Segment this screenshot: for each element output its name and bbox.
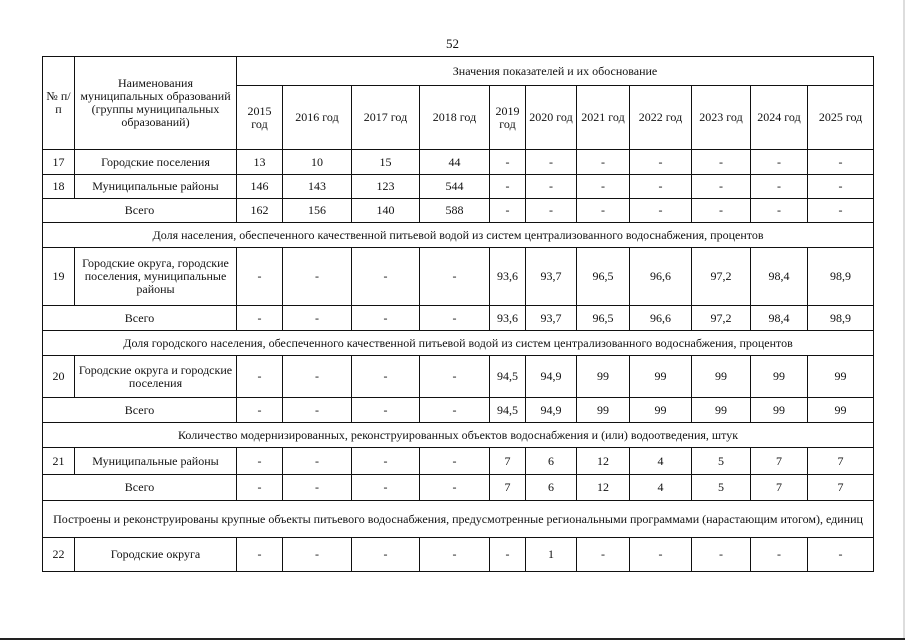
section-title: Построены и реконструированы крупные объекты питьевого водоснабжения, предусмотренные региональными программами (нарастающим итогом), единиц	[43, 501, 874, 538]
section-title: Доля городского населения, обеспеченного качественной питьевой водой из систем централизованного водоснабжения, процентов	[43, 331, 874, 356]
value-cell: 544	[420, 175, 490, 199]
value-cell: -	[237, 448, 283, 475]
value-cell: -	[352, 448, 420, 475]
value-cell: -	[630, 175, 692, 199]
value-cell: 99	[630, 356, 692, 398]
value-cell: -	[420, 448, 490, 475]
value-cell: 4	[630, 475, 692, 501]
table-row	[43, 448, 874, 475]
value-cell: 15	[352, 150, 420, 175]
header-year: 2021 год	[577, 86, 630, 150]
value-cell: 98,9	[808, 306, 874, 331]
section-row	[43, 331, 874, 356]
value-cell: -	[237, 538, 283, 572]
value-cell: 588	[420, 199, 490, 223]
header-year: 2017 год	[352, 86, 420, 150]
page-number: 52	[446, 36, 459, 51]
value-cell: 99	[692, 398, 751, 423]
indicators-table	[42, 56, 874, 572]
header-year: 2015 год	[237, 86, 283, 150]
value-cell: -	[283, 398, 352, 423]
value-cell: -	[283, 356, 352, 398]
value-cell: -	[420, 538, 490, 572]
value-cell: 99	[630, 398, 692, 423]
value-cell: 146	[237, 175, 283, 199]
value-cell: -	[283, 475, 352, 501]
value-cell: 1	[526, 538, 577, 572]
value-cell: 99	[808, 356, 874, 398]
value-cell: 93,7	[526, 248, 577, 306]
value-cell: -	[692, 175, 751, 199]
table-row	[43, 175, 874, 199]
municipality-name: Городские округа и городские поселения	[75, 356, 237, 398]
value-cell: -	[751, 199, 808, 223]
value-cell: 143	[283, 175, 352, 199]
value-cell: 94,5	[490, 356, 526, 398]
value-cell: -	[692, 199, 751, 223]
value-cell: 94,9	[526, 356, 577, 398]
value-cell: 96,5	[577, 248, 630, 306]
value-cell: 12	[577, 475, 630, 501]
value-cell: -	[808, 150, 874, 175]
value-cell: -	[237, 306, 283, 331]
value-cell: -	[420, 475, 490, 501]
total-row	[43, 199, 874, 223]
value-cell: -	[526, 175, 577, 199]
value-cell: 140	[352, 199, 420, 223]
section-title: Количество модернизированных, реконструированных объектов водоснабжения и (или) водоотведения, штук	[43, 423, 874, 448]
value-cell: -	[283, 248, 352, 306]
value-cell: 7	[751, 448, 808, 475]
value-cell: 6	[526, 475, 577, 501]
header-row-top	[43, 57, 874, 86]
total-label: Всего	[43, 398, 237, 423]
value-cell: 5	[692, 475, 751, 501]
header-year: 2025 год	[808, 86, 874, 150]
header-year: 2018 год	[420, 86, 490, 150]
value-cell: -	[352, 475, 420, 501]
value-cell: -	[283, 538, 352, 572]
value-cell: 96,6	[630, 306, 692, 331]
value-cell: -	[420, 356, 490, 398]
value-cell: 5	[692, 448, 751, 475]
value-cell: 99	[577, 356, 630, 398]
value-cell: -	[526, 199, 577, 223]
value-cell: 10	[283, 150, 352, 175]
value-cell: 98,4	[751, 248, 808, 306]
municipality-name: Муниципальные районы	[75, 448, 237, 475]
value-cell: 94,9	[526, 398, 577, 423]
header-year: 2016 год	[283, 86, 352, 150]
value-cell: -	[237, 475, 283, 501]
value-cell: 93,6	[490, 248, 526, 306]
section-row	[43, 223, 874, 248]
value-cell: 44	[420, 150, 490, 175]
value-cell: -	[490, 150, 526, 175]
table-row	[43, 538, 874, 572]
total-row	[43, 398, 874, 423]
value-cell: -	[420, 248, 490, 306]
value-cell: -	[630, 199, 692, 223]
header-year: 2022 год	[630, 86, 692, 150]
row-number: 19	[43, 248, 75, 306]
value-cell: -	[490, 199, 526, 223]
value-cell: -	[577, 150, 630, 175]
value-cell: -	[808, 199, 874, 223]
value-cell: -	[352, 248, 420, 306]
value-cell: -	[751, 150, 808, 175]
row-number: 20	[43, 356, 75, 398]
value-cell: -	[237, 248, 283, 306]
header-name: Наименования муниципальных образований (группы муниципальных образований)	[75, 57, 237, 150]
value-cell: 162	[237, 199, 283, 223]
value-cell: 123	[352, 175, 420, 199]
value-cell: -	[808, 538, 874, 572]
value-cell: 99	[692, 356, 751, 398]
value-cell: -	[692, 538, 751, 572]
value-cell: -	[283, 306, 352, 331]
header-num: № п/п	[43, 57, 75, 150]
value-cell: 12	[577, 448, 630, 475]
value-cell: 7	[808, 475, 874, 501]
value-cell: -	[577, 175, 630, 199]
value-cell: -	[352, 398, 420, 423]
value-cell: 6	[526, 448, 577, 475]
value-cell: -	[692, 150, 751, 175]
value-cell: -	[630, 538, 692, 572]
value-cell: -	[420, 398, 490, 423]
header-year: 2024 год	[751, 86, 808, 150]
total-row	[43, 306, 874, 331]
value-cell: 96,6	[630, 248, 692, 306]
value-cell: -	[577, 199, 630, 223]
value-cell: 13	[237, 150, 283, 175]
value-cell: -	[490, 175, 526, 199]
value-cell: 98,4	[751, 306, 808, 331]
row-number: 21	[43, 448, 75, 475]
value-cell: -	[237, 356, 283, 398]
value-cell: 7	[490, 475, 526, 501]
total-row	[43, 475, 874, 501]
section-row	[43, 423, 874, 448]
table-row	[43, 248, 874, 306]
section-title: Доля населения, обеспеченного качественной питьевой водой из систем централизованного водоснабжения, процентов	[43, 223, 874, 248]
table-row	[43, 356, 874, 398]
value-cell: -	[751, 175, 808, 199]
value-cell: -	[577, 538, 630, 572]
value-cell: -	[283, 448, 352, 475]
value-cell: 99	[751, 356, 808, 398]
row-number: 17	[43, 150, 75, 175]
header-year: 2019 год	[490, 86, 526, 150]
value-cell: 7	[490, 448, 526, 475]
value-cell: 99	[751, 398, 808, 423]
municipality-name: Муниципальные районы	[75, 175, 237, 199]
total-label: Всего	[43, 306, 237, 331]
total-label: Всего	[43, 475, 237, 501]
value-cell: -	[808, 175, 874, 199]
value-cell: -	[237, 398, 283, 423]
row-number: 22	[43, 538, 75, 572]
value-cell: 7	[808, 448, 874, 475]
municipality-name: Городские округа, городские поселения, муниципальные районы	[75, 248, 237, 306]
municipality-name: Городские округа	[75, 538, 237, 572]
header-year: 2023 год	[692, 86, 751, 150]
value-cell: -	[526, 150, 577, 175]
municipality-name: Городские поселения	[75, 150, 237, 175]
value-cell: -	[490, 538, 526, 572]
value-cell: 97,2	[692, 306, 751, 331]
value-cell: -	[630, 150, 692, 175]
section-row	[43, 501, 874, 538]
header-values: Значения показателей и их обоснование	[237, 57, 874, 86]
value-cell: 94,5	[490, 398, 526, 423]
value-cell: -	[751, 538, 808, 572]
value-cell: 97,2	[692, 248, 751, 306]
value-cell: 93,6	[490, 306, 526, 331]
value-cell: -	[352, 356, 420, 398]
value-cell: 93,7	[526, 306, 577, 331]
row-number: 18	[43, 175, 75, 199]
header-year: 2020 год	[526, 86, 577, 150]
total-label: Всего	[43, 199, 237, 223]
value-cell: 96,5	[577, 306, 630, 331]
value-cell: -	[352, 538, 420, 572]
value-cell: -	[352, 306, 420, 331]
value-cell: 98,9	[808, 248, 874, 306]
value-cell: 99	[808, 398, 874, 423]
value-cell: 99	[577, 398, 630, 423]
value-cell: 156	[283, 199, 352, 223]
value-cell: 7	[751, 475, 808, 501]
table-row	[43, 150, 874, 175]
value-cell: -	[420, 306, 490, 331]
value-cell: 4	[630, 448, 692, 475]
